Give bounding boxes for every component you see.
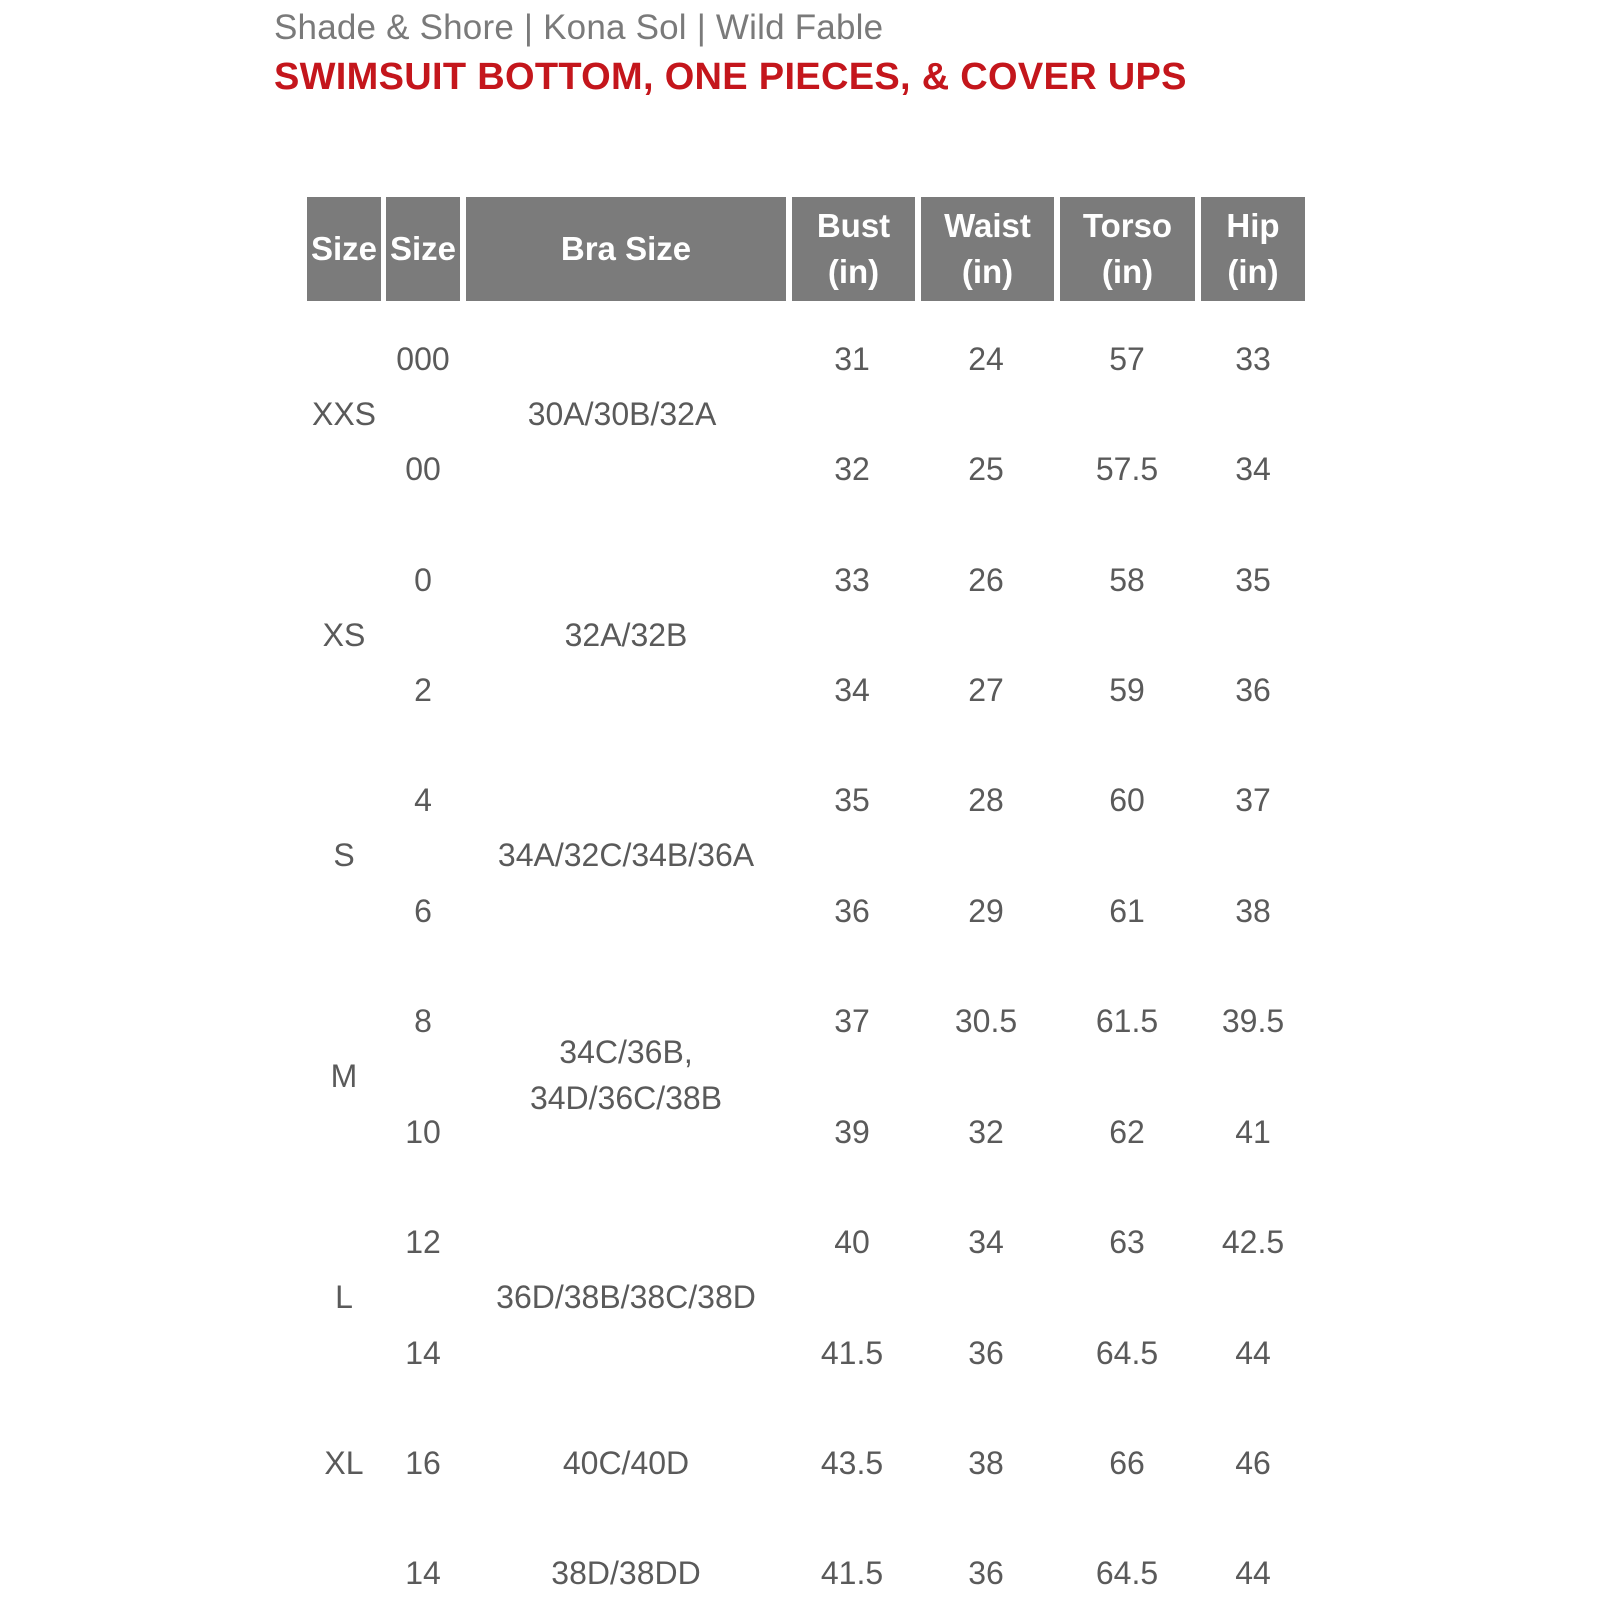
cell-waist: 36 [968, 1555, 1004, 1591]
cell-bust: 34 [834, 672, 870, 708]
cell-hip: 35 [1235, 562, 1271, 598]
cell-torso: 60 [1109, 782, 1145, 818]
column-header-waist [921, 197, 1054, 301]
cell-size-numeric: 10 [405, 1114, 441, 1150]
group-size-s: S [333, 837, 355, 873]
cell-waist: 24 [968, 341, 1004, 377]
cell-hip: 37 [1235, 782, 1271, 818]
group-bra-xl: 40C/40D [562, 1445, 690, 1481]
cell-waist: 29 [968, 893, 1004, 929]
cell-hip: 34 [1235, 451, 1271, 487]
cell-waist: 38 [968, 1445, 1004, 1481]
cell-size-numeric: 14 [405, 1335, 441, 1371]
group-size-xs: XS [322, 617, 366, 653]
cell-bust: 41.5 [820, 1335, 884, 1371]
column-header-size-alpha: Size [307, 197, 381, 301]
cell-size-numeric: 6 [414, 893, 432, 929]
column-header-hip [1201, 197, 1305, 301]
cell-waist: 30.5 [954, 1003, 1018, 1039]
group-bra-xxs: 30A/30B/32A [527, 396, 717, 432]
cell-torso: 66 [1109, 1445, 1145, 1481]
cell-bust: 41.5 [820, 1555, 884, 1591]
cell-size-numeric: 000 [396, 341, 450, 377]
group-bra-extra: 38D/38DD [551, 1555, 701, 1591]
cell-torso: 57 [1109, 341, 1145, 377]
cell-torso: 61.5 [1095, 1003, 1159, 1039]
cell-bust: 36 [834, 893, 870, 929]
cell-torso: 61 [1109, 893, 1145, 929]
cell-waist: 27 [968, 672, 1004, 708]
cell-hip: 33 [1235, 341, 1271, 377]
group-bra-s: 34A/32C/34B/36A [497, 837, 755, 873]
cell-size-numeric: 16 [405, 1445, 441, 1481]
cell-size-numeric: 14 [405, 1555, 441, 1591]
group-bra-m-line-2: 34D/36C/38B [529, 1080, 723, 1116]
column-header-bra-size: Bra Size [466, 197, 786, 301]
cell-waist: 36 [968, 1335, 1004, 1371]
column-header-hip-unit: (in) [1227, 253, 1279, 290]
cell-bust: 39 [834, 1114, 870, 1150]
column-header-bust-label: Bust [816, 207, 891, 244]
group-bra-l: 36D/38B/38C/38D [496, 1279, 756, 1315]
page-title: SWIMSUIT BOTTOM, ONE PIECES, & COVER UPS [274, 56, 1187, 98]
group-size-m: M [330, 1058, 358, 1094]
cell-hip: 44 [1235, 1555, 1271, 1591]
cell-size-numeric: 12 [405, 1224, 441, 1260]
cell-bust: 31 [834, 341, 870, 377]
cell-torso: 62 [1109, 1114, 1145, 1150]
cell-torso: 59 [1109, 672, 1145, 708]
group-bra-m [530, 1029, 722, 1121]
cell-waist: 25 [968, 451, 1004, 487]
cell-waist: 28 [968, 782, 1004, 818]
group-bra-m-line-1: 34C/36B, [559, 1034, 693, 1070]
cell-bust: 32 [834, 451, 870, 487]
column-header-bust-unit: (in) [827, 253, 880, 290]
cell-size-numeric: 2 [414, 672, 432, 708]
column-header-torso-label: Torso [1082, 207, 1173, 244]
cell-hip: 41 [1235, 1114, 1271, 1150]
cell-bust: 33 [834, 562, 870, 598]
cell-bust: 35 [834, 782, 870, 818]
cell-torso: 58 [1109, 562, 1145, 598]
cell-torso: 64.5 [1095, 1335, 1159, 1371]
column-header-torso [1060, 197, 1195, 301]
column-header-torso-unit: (in) [1101, 253, 1154, 290]
cell-hip: 39.5 [1221, 1003, 1285, 1039]
cell-torso: 57.5 [1095, 451, 1159, 487]
cell-size-numeric: 0 [414, 562, 432, 598]
cell-hip: 36 [1235, 672, 1271, 708]
group-size-xxs: XXS [311, 396, 377, 432]
group-size-xl: XL [324, 1445, 364, 1481]
cell-torso: 64.5 [1095, 1555, 1159, 1591]
cell-size-numeric: 00 [405, 451, 441, 487]
column-header-waist-unit: (in) [961, 253, 1014, 290]
column-header-waist-label: Waist [944, 207, 1031, 244]
cell-hip: 46 [1235, 1445, 1271, 1481]
cell-hip: 44 [1235, 1335, 1271, 1371]
cell-bust: 43.5 [820, 1445, 884, 1481]
cell-waist: 32 [968, 1114, 1004, 1150]
cell-bust: 40 [834, 1224, 870, 1260]
cell-torso: 63 [1109, 1224, 1145, 1260]
brand-list: Shade & Shore | Kona Sol | Wild Fable [274, 8, 884, 47]
cell-size-numeric: 8 [414, 1003, 432, 1039]
column-header-hip-label: Hip [1226, 207, 1280, 244]
column-header-bust [792, 197, 915, 301]
cell-waist: 34 [968, 1224, 1004, 1260]
group-bra-xs: 32A/32B [564, 617, 688, 653]
cell-bust: 37 [834, 1003, 870, 1039]
group-size-l: L [335, 1279, 353, 1315]
cell-size-numeric: 4 [414, 782, 432, 818]
column-header-size-numeric: Size [386, 197, 460, 301]
cell-hip: 38 [1235, 893, 1271, 929]
cell-hip: 42.5 [1221, 1224, 1285, 1260]
cell-waist: 26 [968, 562, 1004, 598]
